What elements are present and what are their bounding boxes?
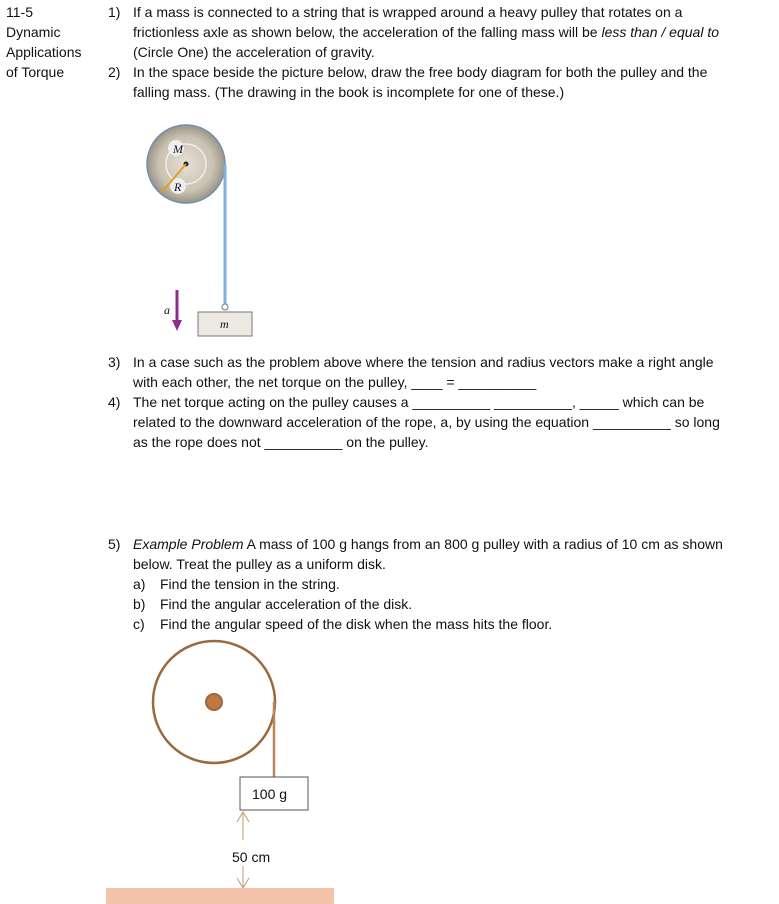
q4-line: The net torque acting on the pulley causes a __________ __________, _____ which can be (133, 394, 705, 410)
q1-choices[interactable]: less than / equal to (601, 24, 719, 40)
q5-number: 5) (108, 536, 121, 552)
mass-label-M: M (173, 142, 183, 156)
section-title-line: of Torque (6, 64, 65, 80)
floor (106, 888, 334, 904)
q3-number: 3) (108, 354, 121, 370)
mass-label-m: m (220, 317, 229, 331)
accel-label-a: a (164, 303, 170, 317)
q2-number: 2) (108, 64, 121, 80)
q5-text: A mass of 100 g hangs from an 800 g pulley with a radius of 10 cm as shown (243, 536, 723, 552)
q3-line: with each other, the net torque on the pulley, ____ = __________ (133, 374, 537, 390)
mass-label: 100 g (252, 786, 288, 802)
q3-line: In a case such as the problem above where the tension and radius vectors make a right angle (133, 354, 714, 370)
q5-part-letter: b) (133, 596, 146, 612)
q1-text: frictionless axle as shown below, the acceleration of the falling mass will be (133, 24, 602, 40)
q1-number: 1) (108, 4, 121, 20)
q5-part-text: Find the angular speed of the disk when the mass hits the floor. (160, 616, 553, 632)
q5-part-letter: c) (133, 616, 145, 632)
section-title-line: Applications (6, 44, 82, 60)
height-label: 50 cm (232, 849, 271, 865)
q1-line: If a mass is connected to a string that is wrapped around a heavy pulley that rotates on a (133, 4, 683, 20)
q1-line: (Circle One) the acceleration of gravity. (133, 44, 375, 60)
q5-part-letter: a) (133, 576, 146, 592)
q4-line: related to the downward acceleration of the rope, a, by using the equation __________ so long (133, 414, 720, 430)
q2-line: falling mass. (The drawing in the book is incomplete for one of these.) (133, 84, 565, 100)
q4-line: as the rope does not __________ on the pulley. (133, 434, 429, 450)
pulley-figure-2 (106, 641, 334, 904)
q5-part-text: Find the angular acceleration of the disk. (160, 596, 413, 612)
radius-label-R: R (174, 180, 182, 194)
q5-part-text: Find the tension in the string. (160, 576, 340, 592)
q5-label: Example Problem (133, 536, 244, 552)
section-title-line: Dynamic (6, 24, 61, 40)
q5-line: below. Treat the pulley as a uniform disk. (133, 556, 386, 572)
pulley-figure-1 (147, 125, 252, 336)
q5-line (133, 534, 723, 554)
q4-number: 4) (108, 394, 121, 410)
q2-line: In the space beside the picture below, draw the free body diagram for both the pulley and the (133, 64, 708, 80)
section-number: 11-5 (6, 4, 33, 20)
